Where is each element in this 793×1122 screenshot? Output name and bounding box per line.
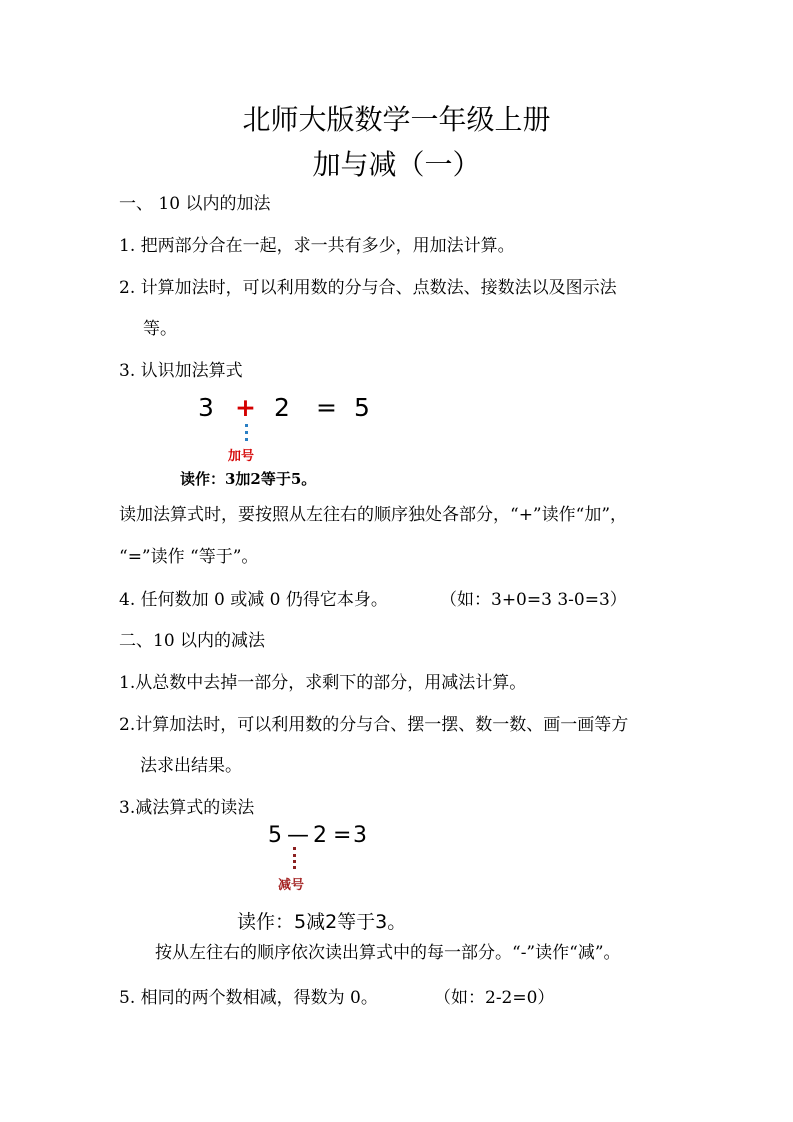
section1-heading: 一、 10 以内的加法: [119, 194, 271, 214]
addend-a: 3: [198, 393, 215, 422]
plus-sign-label: 加号: [228, 449, 255, 464]
sum-result: 5: [354, 393, 371, 422]
section2-item3: 3.减法算式的读法: [119, 798, 255, 818]
section1-reading-line1: 读加法算式时，要按照从左往右的顺序独处各部分，“+”读作“加”，: [119, 505, 628, 525]
section1-item3: 3. 认识加法算式: [119, 361, 243, 381]
section2-item5: 5. 相同的两个数相减，得数为 0。: [119, 988, 378, 1008]
section2-item5-example: （如：2-2=0）: [434, 988, 555, 1008]
section2-item1: 1.从总数中去掉一部分，求剩下的部分，用减法计算。: [119, 673, 527, 693]
minus-pointer-dots: [293, 847, 296, 869]
addition-reading: 读作：3加2等于5。: [180, 470, 317, 488]
minuend: 5: [268, 823, 282, 848]
equals-sign: =: [316, 393, 338, 422]
section1-reading-line2: “=”读作 “等于”。: [119, 547, 259, 567]
page-subtitle: 加与减（一）: [312, 148, 481, 181]
section2-reading-line: 按从左往右的顺序依次读出算式中的每一部分。“-”读作“减”。: [155, 943, 621, 963]
addend-b: 2: [274, 393, 291, 422]
section2-heading: 二、10 以内的减法: [119, 631, 266, 651]
minus-sign: —: [287, 823, 309, 848]
section1-item2-line1: 2. 计算加法时，可以利用数的分与合、点数法、接数法以及图示法: [119, 278, 617, 298]
section2-item2-line2: 法求出结果。: [140, 756, 242, 776]
subtraction-reading: 读作：5减2等于3。: [237, 911, 407, 933]
subtrahend: 2: [313, 823, 327, 848]
plus-pointer-dots: [245, 424, 248, 441]
difference-result: 3: [353, 823, 367, 848]
section1-item4-example: （如：3+0=3 3-0=3）: [440, 590, 627, 610]
section1-item2-line2: 等。: [143, 319, 177, 339]
plus-sign: +: [235, 393, 257, 422]
subtraction-figure: [268, 823, 388, 895]
equals-sign: =: [333, 823, 352, 848]
page-title: 北师大版数学一年级上册: [242, 103, 551, 136]
section1-item1: 1. 把两部分合在一起，求一共有多少，用加法计算。: [119, 236, 515, 256]
minus-sign-label: 减号: [278, 878, 305, 893]
section1-item4: 4. 任何数加 0 或减 0 仍得它本身。: [119, 590, 388, 610]
section2-item2-line1: 2.计算加法时，可以利用数的分与合、摆一摆、数一数、画一画等方: [119, 715, 629, 735]
